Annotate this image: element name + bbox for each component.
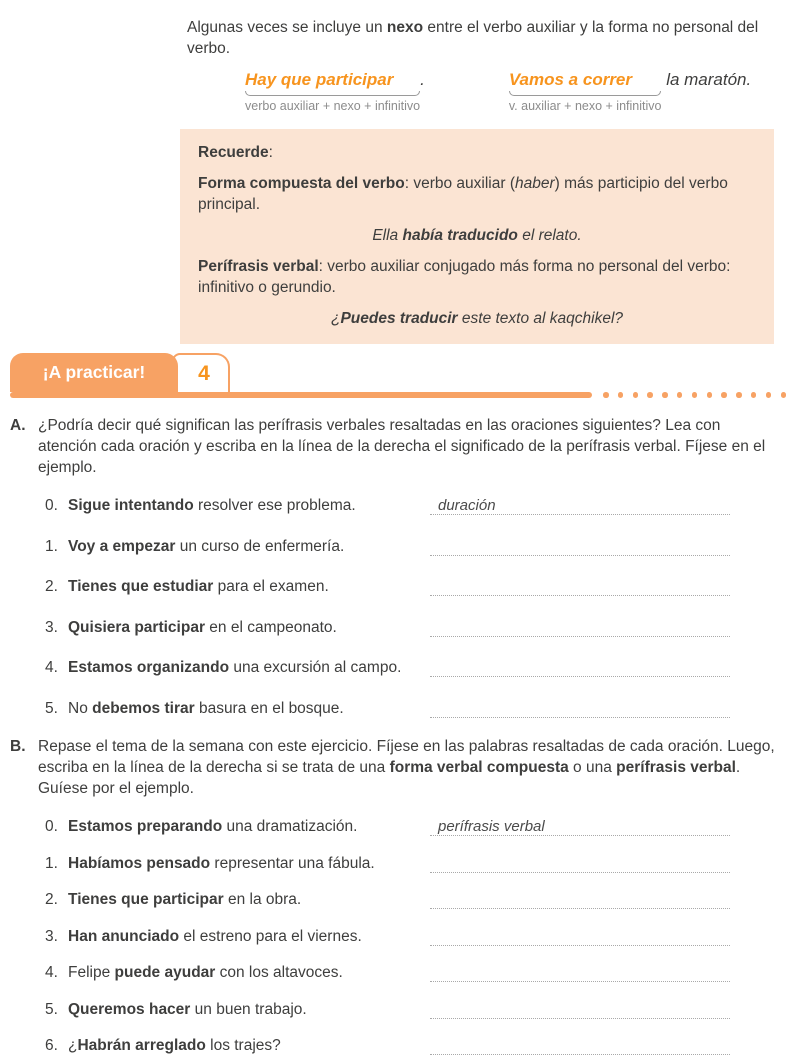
item-number: 4. xyxy=(45,659,58,676)
practice-tab xyxy=(10,353,178,392)
sentence-post: basura en el bosque. xyxy=(194,699,344,717)
exercise-row xyxy=(45,1033,730,1055)
exercise-row xyxy=(45,960,730,982)
textbook-page xyxy=(0,17,792,1054)
forma-italic-haber: haber xyxy=(515,175,555,192)
practice-number-tab xyxy=(172,353,230,392)
example-2-tail: la maratón. xyxy=(661,70,752,89)
intro-bold-term: nexo xyxy=(386,19,424,36)
answer-text: perífrasis verbal xyxy=(438,817,545,835)
exercise-row xyxy=(45,997,730,1019)
instr-p3: . Guíese por el ejemplo. xyxy=(38,759,741,797)
item-number: 5. xyxy=(45,1000,58,1018)
rec-ex1-pre: Ella xyxy=(372,227,403,244)
recuerde-example-2 xyxy=(198,308,756,329)
example-sentences xyxy=(0,70,792,113)
answer-line xyxy=(430,960,730,982)
exercise-row xyxy=(45,924,730,946)
example-1-structure-label: verbo auxiliar + nexo + infinitivo xyxy=(245,99,421,113)
exercise-row xyxy=(45,493,730,515)
item-number: 0. xyxy=(45,818,58,835)
exercise-row xyxy=(45,851,730,873)
sentence-bold: Tienes que estudiar xyxy=(68,578,214,595)
sentence-post: resolver ese problema. xyxy=(193,497,356,514)
intro-pre: Algunas veces se incluye un xyxy=(187,19,387,36)
exercise-row xyxy=(45,655,730,677)
sentence-post: los trajes? xyxy=(205,1037,281,1054)
rec-ex1-post: el relato. xyxy=(517,227,582,244)
sentence-bold: Queremos hacer xyxy=(68,1000,191,1018)
rec-ex2-bold: Puedes traducir xyxy=(340,310,458,327)
instr-bold2: perífrasis verbal xyxy=(616,759,736,776)
sentence-bold: puede ayudar xyxy=(114,964,216,981)
sentence-post: un buen trabajo. xyxy=(190,1000,307,1018)
item-number: 3. xyxy=(45,618,58,636)
item-number: 1. xyxy=(45,854,58,872)
perifrasis-term: Perífrasis verbal xyxy=(198,258,319,275)
recuerde-title-rest: : xyxy=(268,144,273,161)
forma-term: Forma compuesta del verbo xyxy=(198,175,405,192)
answer-text: duración xyxy=(438,496,496,514)
item-sentence xyxy=(68,1037,430,1055)
item-sentence xyxy=(68,855,430,873)
item-sentence xyxy=(68,964,430,982)
sentence-bold: Sigue intentando xyxy=(68,497,194,514)
sentence-bold: debemos tirar xyxy=(92,699,195,717)
instr-bold1: forma verbal compuesta xyxy=(389,759,569,776)
recuerde-title xyxy=(198,142,756,163)
intro-post: entre el verbo auxiliar y la forma no personal del verbo. xyxy=(187,19,759,57)
answer-line xyxy=(430,1033,730,1055)
perifrasis-rest: : verbo auxiliar conjugado más forma no personal del verbo: infinitivo o gerundio. xyxy=(198,258,731,296)
item-number: 3. xyxy=(45,927,58,945)
sentence-post: en la obra. xyxy=(223,891,302,908)
recuerde-perifrasis-paragraph xyxy=(198,256,756,298)
exercise-row xyxy=(45,574,730,596)
rec-ex2-pre: ¿ xyxy=(330,310,341,327)
instr-p1: Repase el tema de la semana con este ejercicio. Fíjese en las palabras resaltadas de cada oración. Luego, escriba en la línea de la derecha si se trata de una xyxy=(38,738,775,776)
example-1 xyxy=(245,70,425,113)
section-b-instructions xyxy=(38,736,776,799)
item-sentence xyxy=(68,497,430,515)
forma-rest2: ) más participio del verbo principal. xyxy=(198,175,728,213)
answer-line xyxy=(430,574,730,596)
practice-label: ¡A practicar! xyxy=(42,362,146,382)
item-sentence xyxy=(68,818,430,836)
item-number: 1. xyxy=(45,537,58,555)
recuerde-title-bold: Recuerde xyxy=(198,144,269,161)
section-b-items xyxy=(0,814,792,1055)
sentence-pre: Felipe xyxy=(68,964,115,981)
example-2-structure-label: v. auxiliar + nexo + infinitivo xyxy=(508,99,662,113)
item-sentence xyxy=(68,659,430,677)
answer-line xyxy=(430,655,730,677)
sentence-post: una excursión al campo. xyxy=(229,659,402,676)
forma-rest1: : verbo auxiliar ( xyxy=(404,175,515,192)
example-2-highlight: Vamos a correr xyxy=(508,70,633,89)
practice-banner xyxy=(0,353,792,398)
banner-rule xyxy=(10,392,592,398)
item-number: 4. xyxy=(45,964,58,981)
answer-line xyxy=(430,615,730,637)
sentence-pre: No xyxy=(68,699,93,717)
item-number: 5. xyxy=(45,699,58,717)
sentence-post: el estreno para el viernes. xyxy=(179,927,362,945)
example-1-tail: . xyxy=(420,70,425,89)
sentence-post: para el examen. xyxy=(213,578,329,595)
recuerde-forma-paragraph xyxy=(198,173,756,215)
sentence-post: en el campeonato. xyxy=(204,618,337,636)
sentence-post: una dramatización. xyxy=(222,818,358,835)
exercise-row xyxy=(45,615,730,637)
item-number: 0. xyxy=(45,497,58,514)
item-number: 6. xyxy=(45,1037,58,1054)
answer-line xyxy=(430,696,730,718)
answer-line xyxy=(430,851,730,873)
item-sentence xyxy=(68,578,430,596)
answer-line xyxy=(430,887,730,909)
item-number: 2. xyxy=(45,578,58,595)
item-sentence xyxy=(68,538,430,556)
section-a-letter: A. xyxy=(10,417,26,434)
sentence-pre: ¿ xyxy=(68,1037,78,1054)
example-1-highlight: Hay que participar xyxy=(245,70,394,89)
practice-number: 4 xyxy=(198,361,210,385)
recuerde-box xyxy=(180,129,774,344)
item-sentence xyxy=(68,1001,430,1019)
item-sentence xyxy=(68,891,430,909)
section-a-items xyxy=(0,493,792,718)
item-sentence xyxy=(68,700,430,718)
answer-line xyxy=(430,493,730,515)
sentence-post: representar una fábula. xyxy=(210,854,375,872)
section-a-heading xyxy=(10,415,776,478)
underbrace-icon xyxy=(245,91,420,96)
exercise-row xyxy=(45,534,730,556)
item-sentence xyxy=(68,619,430,637)
sentence-bold: Estamos organizando xyxy=(68,659,230,676)
sentence-bold: Estamos preparando xyxy=(68,818,223,835)
example-2 xyxy=(509,70,751,113)
item-sentence xyxy=(68,928,430,946)
sentence-bold: Han anunciado xyxy=(68,927,180,945)
answer-line xyxy=(430,924,730,946)
sentence-bold: Quisiera participar xyxy=(68,618,205,636)
section-b-heading xyxy=(10,736,776,799)
sentence-post: un curso de enfermería. xyxy=(175,537,345,555)
example-1-group xyxy=(245,70,420,113)
rec-ex2-post: este texto al kaqchikel? xyxy=(457,310,624,327)
answer-line xyxy=(430,534,730,556)
section-b-letter: B. xyxy=(10,738,26,755)
intro-paragraph xyxy=(187,17,773,59)
exercise-row xyxy=(45,887,730,909)
sentence-post: con los altavoces. xyxy=(215,964,343,981)
answer-line xyxy=(430,814,730,836)
sentence-bold: Habíamos pensado xyxy=(68,854,211,872)
example-2-group xyxy=(509,70,662,113)
sentence-bold: Tienes que participar xyxy=(68,891,224,908)
recuerde-example-1 xyxy=(198,225,756,246)
sentence-bold: Voy a empezar xyxy=(68,537,176,555)
answer-line xyxy=(430,997,730,1019)
sentence-bold: Habrán arreglado xyxy=(77,1037,206,1054)
item-number: 2. xyxy=(45,891,58,908)
underbrace-icon xyxy=(509,91,662,96)
rec-ex1-bold: había traducido xyxy=(402,227,518,244)
instr-p2: o una xyxy=(568,759,617,776)
banner-dots xyxy=(603,392,795,398)
exercise-row xyxy=(45,814,730,836)
section-a-instructions: ¿Podría decir qué significan las perífrasis verbales resaltadas en las oraciones siguientes? Lea con atención cada oración y escriba en la línea de la derecha el significado de la perífrasis verbal. Fíjese en el ejemplo. xyxy=(38,417,766,476)
exercise-row xyxy=(45,696,730,718)
